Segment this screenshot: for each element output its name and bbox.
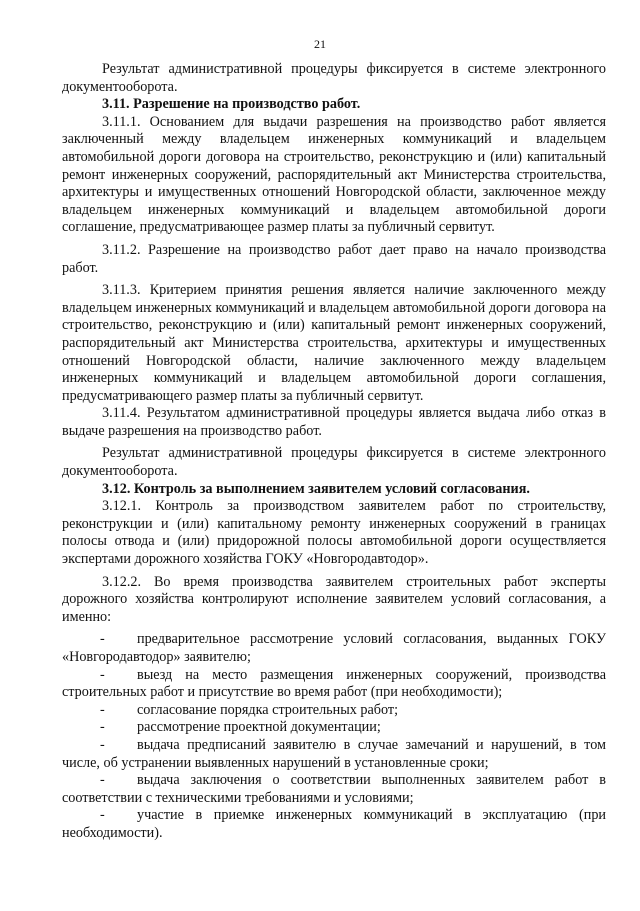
list-item	[62, 737, 606, 772]
paragraph: Результат административной процедуры фиксируется в системе электронного документооборота.	[62, 445, 606, 480]
list-dash: -	[100, 772, 105, 789]
list-item	[62, 702, 606, 720]
list-item-text: рассмотрение проектной документации;	[137, 719, 381, 736]
list-dash: -	[100, 807, 105, 824]
paragraph: 3.11.2. Разрешение на производство работ дает право на начало производства работ.	[62, 241, 606, 276]
paragraph: 3.11.1. Основанием для выдачи разрешения на производство работ является заключенный между владельцем инженерных коммуникаций и владельцем автомобильной дороги договора на строительство, реконструкцию и (или) капитальный ремонт инженерных сооружений, распорядительный акт Министерства строительства, архитектуры и имущественных отношений Новгородской области, заключенное между владельцем инженерных коммуникаций и владельцем автомобильной дороги соглашение, предусматривающее размер платы за публичный сервитут.	[62, 113, 606, 236]
paragraph: Результат административной процедуры фиксируется в системе электронного документооборота.	[62, 61, 606, 95]
document-body	[62, 61, 606, 843]
section-heading: 3.11. Разрешение на производство работ.	[102, 96, 361, 113]
list-dash: -	[100, 666, 105, 683]
list-item-text: предварительное рассмотрение условий согласования, выданных ГОКУ «Новгородавтодор» заявителю;	[62, 631, 606, 665]
section-heading: 3.12. Контроль за выполнением заявителем условий согласования.	[102, 480, 530, 497]
list-dash: -	[100, 736, 105, 753]
list-dash: -	[100, 719, 105, 736]
paragraph: 3.12.2. Во время производства заявителем строительных работ эксперты дорожного хозяйства контролируют исполнение заявителем условий согласования, а именно:	[62, 573, 606, 625]
paragraph: 3.11.4. Результатом административной процедуры является выдача либо отказ в выдаче разрешения на производство работ.	[62, 405, 606, 439]
list-item-text: выдача заключения о соответствии выполненных заявителем работ в соответствии с техническими требованиями и условиями;	[62, 772, 606, 806]
paragraph: 3.12.1. Контроль за производством заявителем работ по строительству, реконструкции и (или) капитальному ремонту инженерных сооружений в границах полосы отвода и (или) придорожной полосы автомобильной дороги осуществляется экспертами дорожного хозяйства ГОКУ «Новгородавтодор».	[62, 498, 606, 568]
list-item	[62, 719, 606, 737]
list-item-text: участие в приемке инженерных коммуникаций в эксплуатацию (при необходимости).	[62, 807, 606, 841]
page-number: 21	[314, 37, 326, 51]
list-item-text: выезд на место размещения инженерных сооружений, производства строительных работ и присутствие во время работ (при необходимости);	[62, 666, 606, 701]
list-item	[62, 807, 606, 842]
list-item	[62, 631, 606, 666]
list-item	[62, 667, 606, 702]
list-item-text: согласование порядка строительных работ;	[137, 701, 399, 718]
list-item-text: выдача предписаний заявителю в случае замечаний и нарушений, в том числе, об устранении выявленных нарушений в установленные сроки;	[62, 736, 606, 771]
list-dash: -	[100, 701, 105, 718]
paragraph: 3.11.3. Критерием принятия решения является наличие заключенного между владельцем инженерных коммуникаций и владельцем автомобильной дороги договора на строительство, реконструкцию и (или) капитальный ремонт инженерных сооружений, распорядительный акт Министерства строительства, архитектуры и имущественных отношений Новгородской области, наличие заключенного между владельцем инженерных коммуникаций и владельцем автомобильной дороги соглашения, предусматривающего размер платы за публичный сервитут.	[62, 282, 606, 404]
list-item	[62, 772, 606, 807]
list-dash: -	[100, 631, 105, 648]
